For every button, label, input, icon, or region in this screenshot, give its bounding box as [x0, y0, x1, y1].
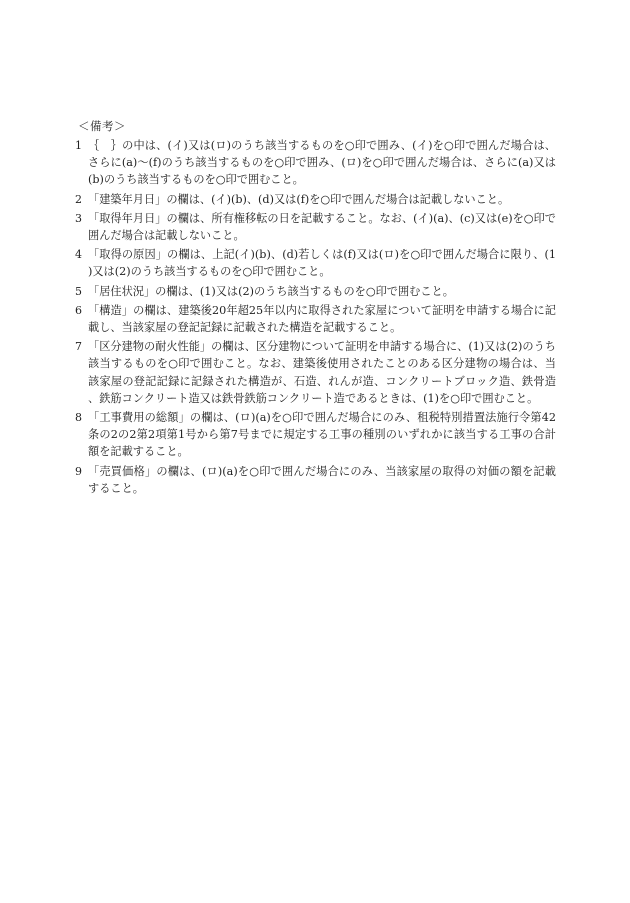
note-item-7	[76, 338, 556, 407]
note-number: 2	[75, 192, 82, 206]
note-text: 「居住状況」の欄は、(1)又は(2)のうち該当するものを○印で囲むこと。	[88, 284, 454, 298]
note-item-1	[76, 137, 556, 189]
note-text: ｛ ｝の中は、(イ)又は(ロ)のうち該当するものを○印で囲み、(イ)を○印で囲んだ場合は、さらに(a)～(f)のうち該当するものを○印で囲み、(ロ)を○印で囲んだ場合は、さらに(a)又は(b)のうち該当するものを○印で囲むこと。	[88, 139, 556, 187]
remarks-section	[76, 118, 556, 499]
note-item-5	[76, 283, 556, 300]
note-number: 3	[75, 211, 82, 225]
note-number: 1	[75, 139, 82, 152]
note-number: 5	[75, 284, 82, 298]
note-item-6	[76, 302, 556, 336]
note-item-3	[76, 210, 556, 244]
note-text: 「売買価格」の欄は、(ロ)(a)を○印で囲んだ場合にのみ、当該家屋の取得の対価の額を記載すること。	[88, 464, 556, 495]
note-number: 9	[75, 464, 82, 478]
note-number: 4	[75, 248, 82, 262]
remarks-heading: ＜備考＞	[78, 119, 126, 133]
note-item-2	[76, 191, 556, 208]
note-text: 「構造」の欄は、建築後20年超25年以内に取得された家屋について証明を申請する場合に記載し、当該家屋の登記記録に記載された構造を記載すること。	[88, 303, 556, 335]
note-number: 6	[75, 303, 82, 317]
note-number: 8	[75, 411, 82, 425]
note-text: 「工事費用の総額」の欄は、(ロ)(a)を○印で囲んだ場合にのみ、租税特別措置法施行令第42条の2の2第2項第1号から第7号までに規定する工事の種別のいずれかに該当する工事の合計額を記載すること。	[88, 411, 556, 459]
note-item-8	[76, 409, 556, 461]
note-text: 「建築年月日」の欄は、(イ)(b)、(d)又は(f)を○印で囲んだ場合は記載しないこと。	[88, 192, 510, 206]
note-text: 「取得年月日」の欄は、所有権移転の日を記載すること。なお、(イ)(a)、(c)又は(e)を○印で囲んだ場合は記載しないこと。	[88, 211, 556, 243]
note-text: 「区分建物の耐火性能」の欄は、区分建物について証明を申請する場合に、(1)又は(2)のうち該当するものを○印で囲むこと。なお、建築後使用されたことのある区分建物の場合は、当該家屋の登記記録に記録された構造が、石造、れんが造、コンクリートブロック造、鉄骨造、鉄筋コンクリート造又は鉄骨鉄筋コンクリート造であるときは、(1)を○印で囲むこと。	[88, 340, 556, 405]
note-text: 「取得の原因」の欄は、上記(イ)(b)、(d)若しくは(f)又は(ロ)を○印で囲んだ場合に限り、(1)又は(2)のうち該当するものを○印で囲むこと。	[88, 248, 556, 279]
note-item-9	[76, 463, 556, 497]
note-item-4	[76, 246, 556, 280]
note-number: 7	[75, 340, 82, 354]
